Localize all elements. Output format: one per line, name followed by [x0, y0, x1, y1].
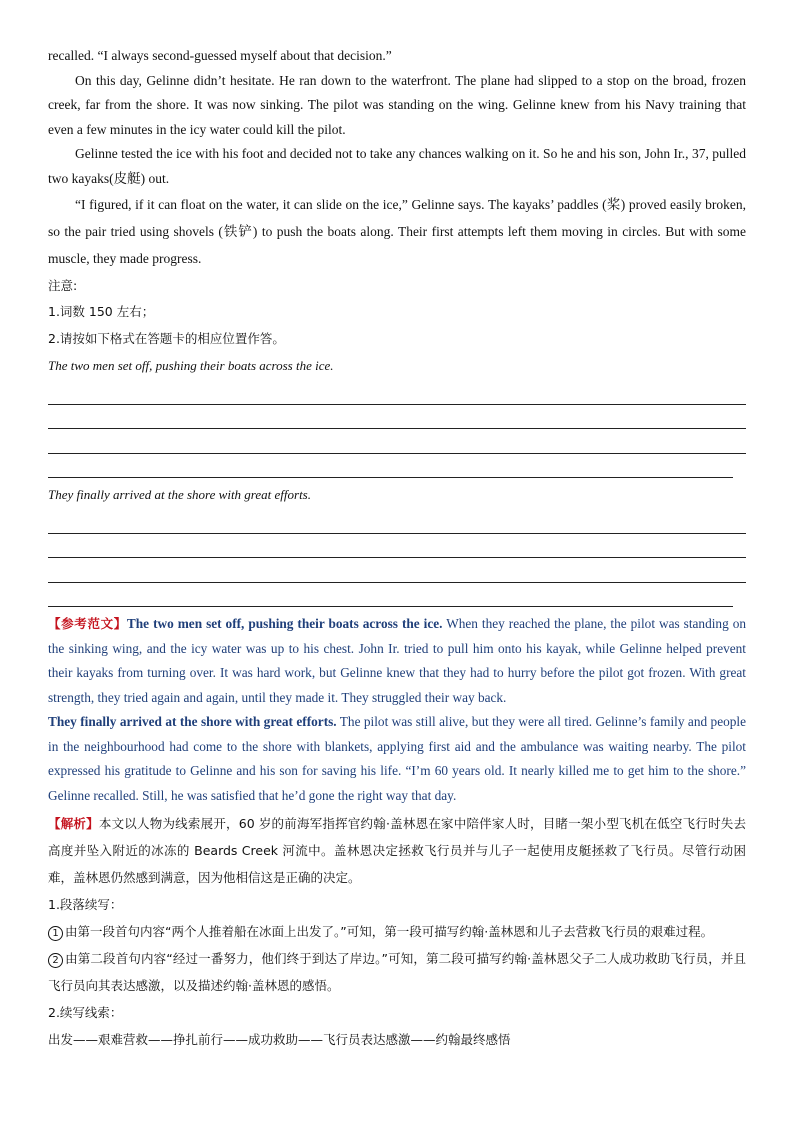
- reference-text-1: When they reached the plane, the pilot was standing on the sinking wing, and the icy water was up to his chest. John Ir. tried to pull him onto his kayak, while Gelinne helped prevent their kayaks from turning over. It was hard work, but Gelinne knew that they had to hurry before the pilot got frozen. With great strength, they tried again and again, until they made it. They struggled their way back.: [48, 616, 746, 705]
- reference-text-2: The pilot was still alive, but they were all tired. Gelinne’s family and people in the neighbourhood had come to the shore with blankets, applying first aid and the ambulance was waiting nearby. The pilot expressed his gratitude to Gelinne and his son for saving his life. “I’m 60 years old. It nearly killed me to get him to the shore.” Gelinne recalled. Still, he was satisfied that he’d gone the right way that day.: [48, 714, 746, 803]
- notes-item-1: 1.词数 150 左右；: [48, 304, 155, 319]
- analysis-item-1: [48, 918, 746, 945]
- reference-start-sentence-1: The two men set off, pushing their boats across the ice.: [126, 616, 443, 631]
- answer-line[interactable]: [48, 558, 746, 583]
- circled-number-icon: 2: [48, 953, 63, 968]
- answer-lines-2: [48, 509, 746, 607]
- analysis-item-2: [48, 945, 746, 999]
- passage-paragraph-1: On this day, Gelinne didn’t hesitate. He ran down to the waterfront. The plane had slipped to a stop on the broad, frozen creek, far from the shore. It was now sinking. The pilot was standing on the wing. Gelinne knew from his Navy training that even a few minutes in the icy water could kill the pilot.: [48, 72, 746, 137]
- notes-item-2: 2.请按如下格式在答题卡的相应位置作答。: [48, 331, 285, 346]
- answer-line[interactable]: [48, 583, 733, 608]
- passage-paragraph-2: Gelinne tested the ice with his foot and decided not to take any chances walking on it. So he and his son, John Ir., 37, pulled two kayaks(皮艇) out.: [48, 146, 746, 186]
- analysis-text: 本文以人物为线索展开，60 岁的前海军指挥官约翰·盖林恩在家中陪伴家人时，目睹一架小型飞机在低空飞行时失去高度并坠入附近的冰冻的 Beards Creek 河流中。盖林恩决定拯救飞行员并与儿子一起使用皮艇拯救了飞行员。尽管行动困难，盖林恩仍然感到满意，因为他相信这是正确的决定。: [48, 816, 746, 885]
- answer-line[interactable]: [48, 429, 746, 454]
- analysis-item-1-text: 由第一段首句内容“两个人推着船在冰面上出发了。”可知，第一段可描写约翰·盖林恩和儿子去营救飞行员的艰难过程。: [65, 924, 714, 939]
- answer-line[interactable]: [48, 405, 746, 430]
- answer-start-2: They finally arrived at the shore with great efforts.: [48, 487, 311, 502]
- passage-line: recalled. “I always second-guessed myself about that decision.”: [48, 48, 392, 63]
- answer-line[interactable]: [48, 454, 733, 479]
- answer-line[interactable]: [48, 534, 746, 559]
- reference-tag: 【参考范文】: [48, 616, 127, 631]
- passage-paragraph-3: “I figured, if it can float on the water, it can slide on the ice,” Gelinne says. The kayaks’ paddles (桨) proved easily broken, so the pair tried using shovels (铁铲) to push the boats along. Their first attempts left them moving in circles. But with some muscle, they made progress.: [48, 197, 746, 266]
- analysis-tag: 【解析】: [48, 816, 99, 831]
- document-page: [48, 44, 746, 1053]
- analysis-section-1: 1.段落续写：: [48, 897, 123, 912]
- answer-start-1: The two men set off, pushing their boats across the ice.: [48, 358, 334, 373]
- answer-line[interactable]: [48, 380, 746, 405]
- reference-paragraph-1: [48, 612, 746, 710]
- circled-number-icon: 1: [48, 926, 63, 941]
- answer-line[interactable]: [48, 509, 746, 534]
- notes-title: 注意:: [48, 278, 78, 293]
- reference-paragraph-2: [48, 710, 746, 808]
- reference-start-sentence-2: They finally arrived at the shore with great efforts.: [48, 714, 337, 729]
- analysis-item-2-text: 由第二段首句内容“经过一番努力，他们终于到达了岸边。”可知，第二段可描写约翰·盖林恩父子二人成功救助飞行员，并且飞行员向其表达感激，以及描述约翰·盖林恩的感悟。: [48, 951, 746, 993]
- answer-lines-1: [48, 380, 746, 478]
- analysis-clue: 出发——艰难营救——挣扎前行——成功救助——飞行员表达感激——约翰最终感悟: [48, 1032, 511, 1047]
- analysis-section-2: 2.续写线索：: [48, 1005, 123, 1020]
- analysis-paragraph: [48, 810, 746, 891]
